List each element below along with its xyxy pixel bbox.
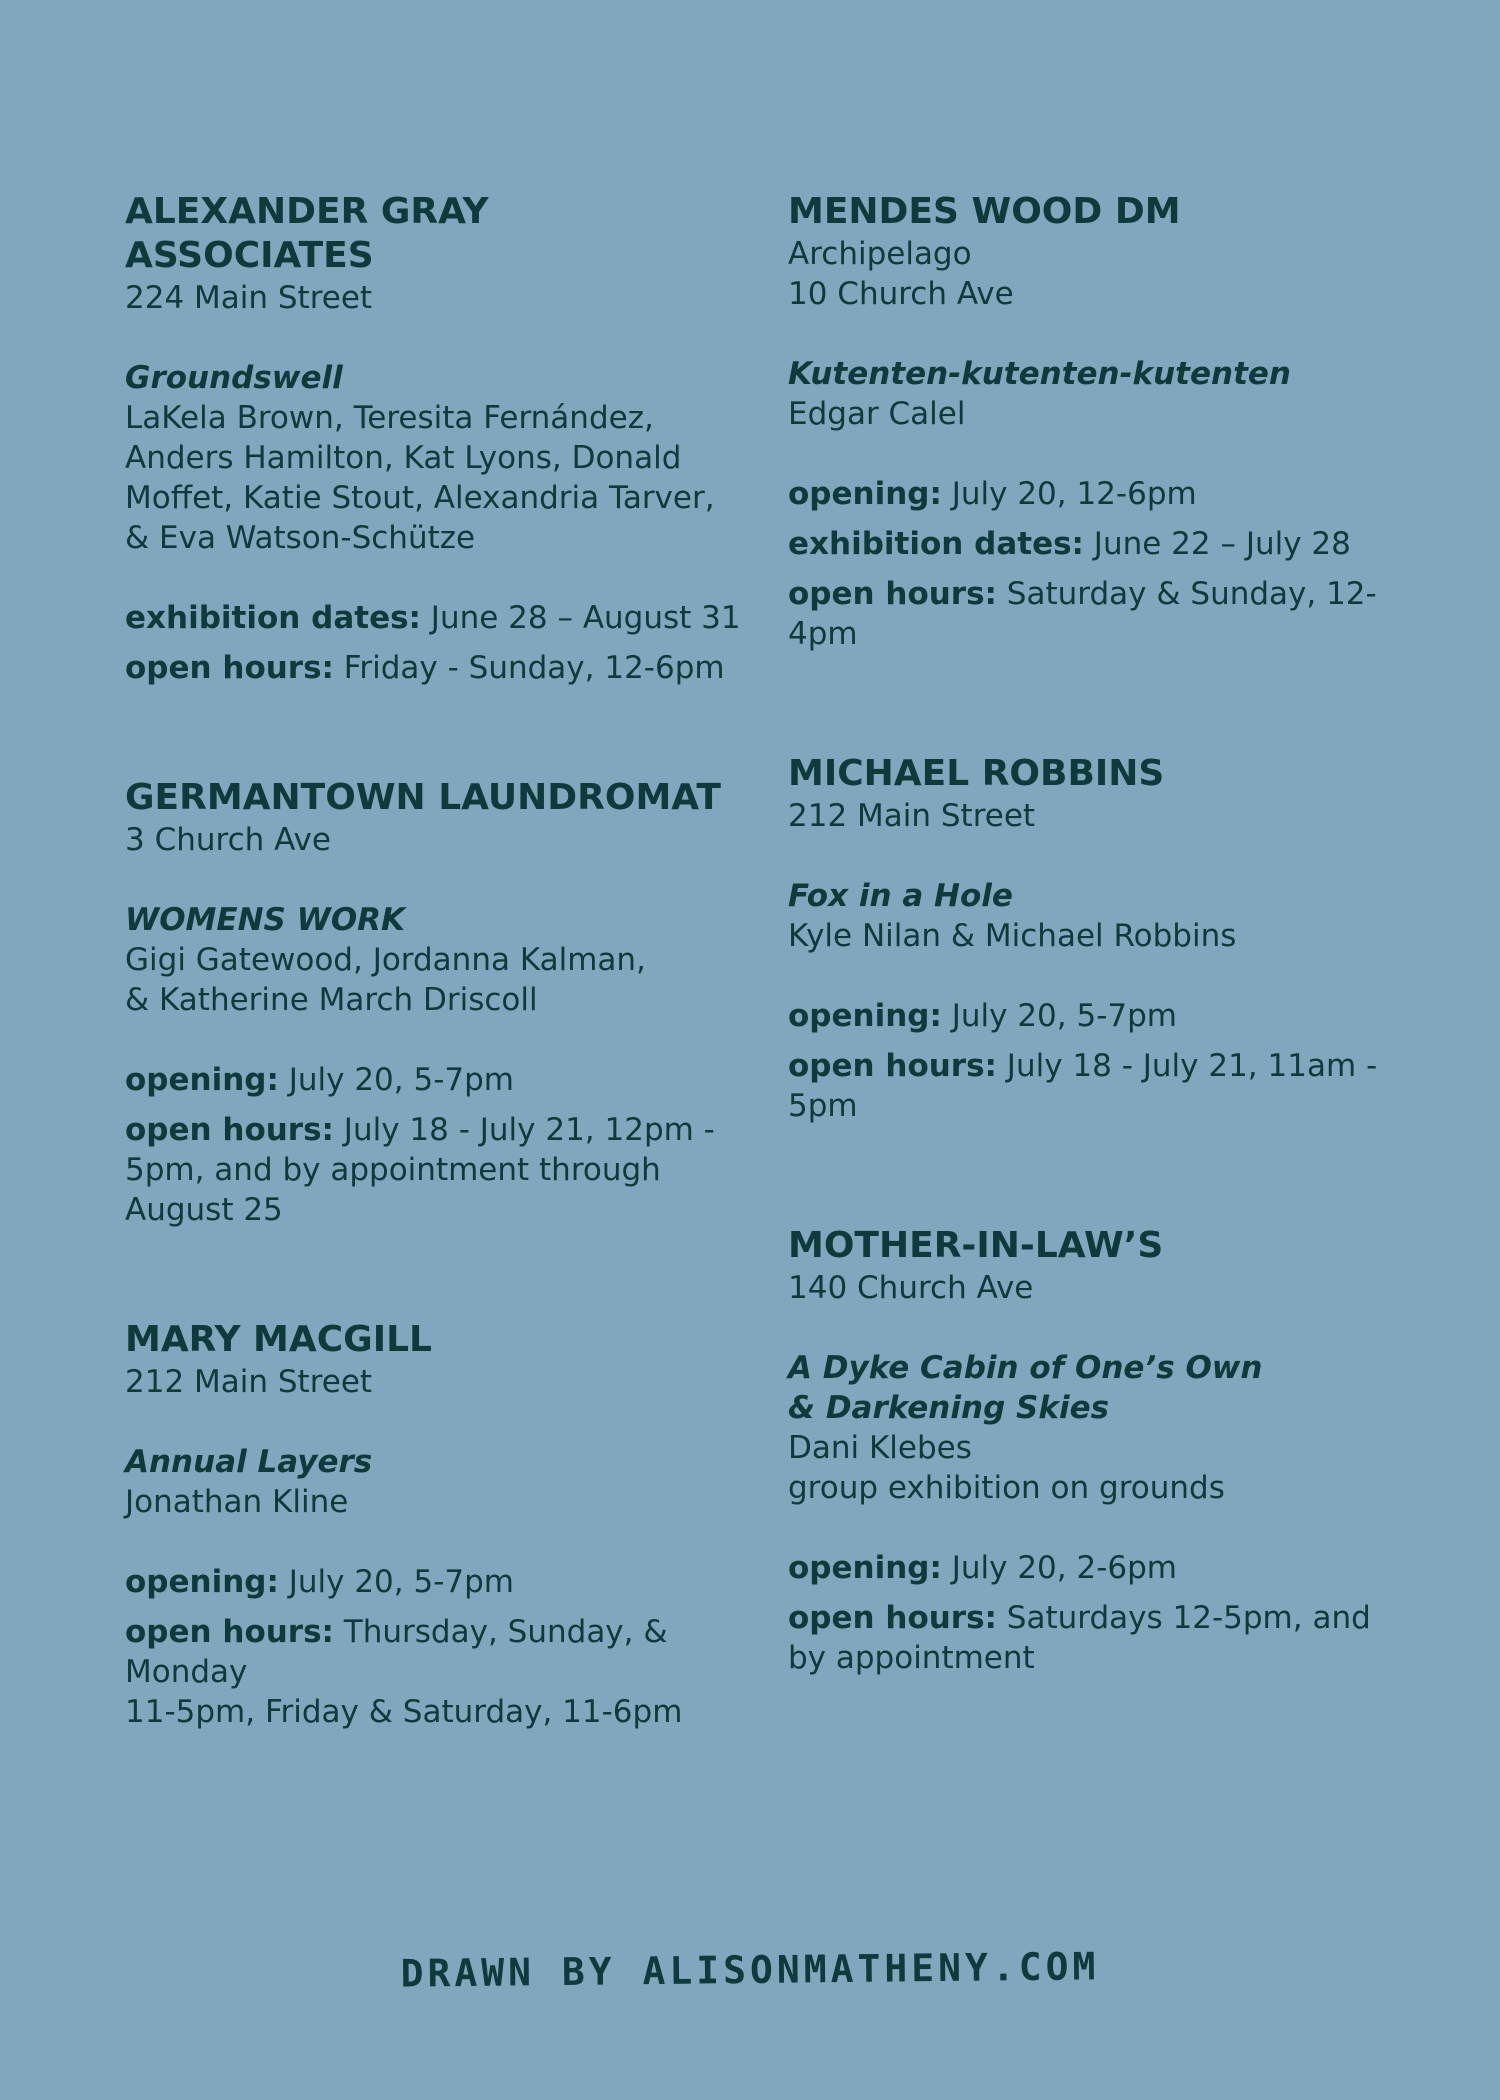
detail-value: July 20, 12-6pm <box>941 476 1197 512</box>
detail-label: open hours: <box>125 650 334 686</box>
detail-value: June 22 – July 28 <box>1083 526 1351 562</box>
venue-address <box>125 1362 745 1402</box>
footer-credit: DRAWN BY ALISONMATHENY.COM <box>400 1944 1100 1996</box>
detail-label: open hours: <box>125 1112 334 1148</box>
event-detail <box>788 1046 1428 1126</box>
artist-list <box>125 398 745 558</box>
artist-line: Moffet, Katie Stout, Alexandria Tarver, <box>125 480 715 516</box>
address-line: 212 Main Street <box>125 1364 373 1400</box>
detail-value: July 20, 2-6pm <box>941 1550 1177 1586</box>
artist-list <box>788 916 1428 956</box>
venue-address <box>125 278 745 318</box>
exhibition-title: Groundswell <box>125 360 343 396</box>
event-detail <box>788 574 1428 654</box>
artist-line: Gigi Gatewood, Jordanna Kalman, <box>125 942 646 978</box>
event-detail <box>125 1110 745 1230</box>
exhibition-title: Kutenten-kutenten-kutenten <box>788 356 1291 392</box>
detail-label: opening: <box>788 476 942 512</box>
artist-line: Dani Klebes <box>788 1430 972 1466</box>
detail-value: June 28 – August 31 <box>420 600 741 636</box>
artist-list <box>788 394 1428 434</box>
address-line: 224 Main Street <box>125 280 373 316</box>
detail-value: Thursday, Sunday, & Monday <box>125 1614 668 1690</box>
venue-name: MARY MACGILL <box>125 1319 432 1360</box>
event-detail <box>788 524 1428 564</box>
event-detail <box>788 474 1428 514</box>
detail-value: 11-5pm, Friday & Saturday, 11-6pm <box>125 1694 683 1730</box>
detail-label: exhibition dates: <box>125 600 421 636</box>
detail-value: August 25 <box>125 1192 283 1228</box>
detail-value: July 20, 5-7pm <box>278 1564 514 1600</box>
artist-line: Jonathan Kline <box>125 1484 349 1520</box>
detail-label: opening: <box>125 1564 279 1600</box>
right-column <box>788 190 1428 1688</box>
venue-address <box>788 796 1428 836</box>
venue-listing <box>125 190 745 688</box>
detail-label: opening: <box>788 998 942 1034</box>
event-detail <box>125 598 745 638</box>
detail-label: exhibition dates: <box>788 526 1084 562</box>
artist-line: LaKela Brown, Teresita Fernández, <box>125 400 654 436</box>
left-column <box>125 190 745 1742</box>
venue-listing <box>788 1224 1428 1678</box>
address-line: 10 Church Ave <box>788 276 1014 312</box>
detail-value: Friday - Sunday, 12-6pm <box>333 650 725 686</box>
event-detail <box>125 1060 745 1100</box>
detail-value: July 18 - July 21, 11am - 5pm <box>788 1048 1378 1124</box>
artist-line: group exhibition on grounds <box>788 1470 1225 1506</box>
detail-value: by appointment <box>788 1640 1035 1676</box>
venue-name: MOTHER-IN-LAW’S <box>788 1225 1164 1266</box>
address-line: 3 Church Ave <box>125 822 331 858</box>
venue-address <box>788 234 1428 314</box>
artist-list <box>125 940 745 1020</box>
detail-label: open hours: <box>788 576 997 612</box>
event-detail <box>788 996 1428 1036</box>
detail-value: July 18 - July 21, 12pm - <box>333 1112 715 1148</box>
exhibition-title: WOMENS WORK <box>125 902 406 938</box>
artist-line: & Eva Watson-Schütze <box>125 520 476 556</box>
detail-value: Saturdays 12-5pm, and <box>996 1600 1371 1636</box>
exhibition-title: Annual Layers <box>125 1444 373 1480</box>
detail-value: 5pm, and by appointment through <box>125 1152 661 1188</box>
detail-value: July 20, 5-7pm <box>278 1062 514 1098</box>
exhibition-title: Fox in a Hole <box>788 878 1013 914</box>
address-line: Archipelago <box>788 236 972 272</box>
artist-line: Anders Hamilton, Kat Lyons, Donald <box>125 440 682 476</box>
event-detail <box>125 1612 745 1732</box>
event-detail <box>788 1598 1428 1678</box>
venue-listing <box>125 776 745 1230</box>
detail-label: open hours: <box>788 1048 997 1084</box>
detail-label: opening: <box>788 1550 942 1586</box>
detail-label: open hours: <box>125 1614 334 1650</box>
artist-line: Kyle Nilan & Michael Robbins <box>788 918 1237 954</box>
artist-line: & Katherine March Driscoll <box>125 982 538 1018</box>
event-detail <box>788 1548 1428 1588</box>
artist-list <box>788 1428 1428 1508</box>
event-detail <box>125 648 745 688</box>
venue-name: MENDES WOOD DM <box>788 191 1181 232</box>
venue-name: GERMANTOWN LAUNDROMAT <box>125 777 721 818</box>
venue-name: MICHAEL ROBBINS <box>788 753 1165 794</box>
detail-label: opening: <box>125 1062 279 1098</box>
event-detail <box>125 1562 745 1602</box>
venue-listing <box>125 1318 745 1732</box>
venue-address <box>125 820 745 860</box>
exhibition-title: A Dyke Cabin of One’s Own & Darkening Skies <box>788 1350 1263 1426</box>
venue-address <box>788 1268 1428 1308</box>
detail-value: July 20, 5-7pm <box>941 998 1177 1034</box>
venue-listing <box>788 190 1428 654</box>
detail-label: open hours: <box>788 1600 997 1636</box>
address-line: 212 Main Street <box>788 798 1036 834</box>
address-line: 140 Church Ave <box>788 1270 1034 1306</box>
venue-listing <box>788 752 1428 1126</box>
detail-value: Saturday & Sunday, 12-4pm <box>788 576 1377 652</box>
artist-list <box>125 1482 745 1522</box>
artist-line: Edgar Calel <box>788 396 966 432</box>
venue-name: ALEXANDER GRAY ASSOCIATES <box>125 191 489 276</box>
